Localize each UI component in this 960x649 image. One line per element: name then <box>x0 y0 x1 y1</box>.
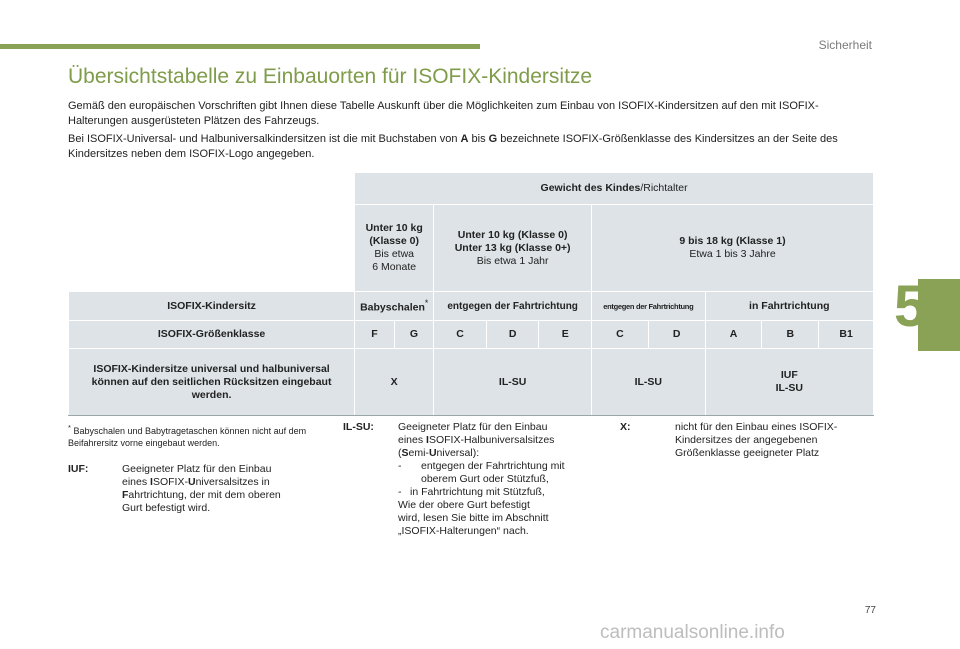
weight-header-row <box>69 173 874 205</box>
intro-paragraph-1: Gemäß den europäischen Vorschriften gibt Ihnen diese Tabelle Auskunft über die Möglichkeiten zum Einbau von ISOFIX-Kindersitzen auf den mit ISOFIX-Halterungen ausgerüsteten Plätzen des Fahrzeugs. <box>68 100 819 127</box>
watermark: carmanualsonline.info <box>600 622 785 643</box>
seat-type-rearward-2: entgegen der Fahrtrichtung <box>592 292 706 321</box>
top-accent-bar <box>0 44 480 49</box>
page-title: Übersichtstabelle zu Einbauorten für ISOFIX-Kindersitze <box>68 65 593 88</box>
chapter-number: 5 <box>894 274 927 339</box>
size-class-cell: D <box>648 321 705 349</box>
seat-positions-row <box>69 349 874 416</box>
value-rearward-1: IL-SU <box>434 349 592 416</box>
value-forward: IUF IL-SU <box>705 349 873 416</box>
isofix-table <box>68 172 874 416</box>
bullet-item: - entgegen der Fahrtrichtung mit oberem Gurt oder Stützfuß, <box>398 460 565 485</box>
size-class-row <box>69 321 874 349</box>
value-rearward-2: IL-SU <box>592 349 706 416</box>
group-0: Unter 10 kg (Klasse 0) Bis etwa 6 Monate <box>355 205 434 292</box>
size-class-cell: A <box>705 321 762 349</box>
seat-type-babyschalen: Babyschalen* <box>355 292 434 321</box>
group-0-plus: Unter 10 kg (Klasse 0) Unter 13 kg (Klasse 0+) Bis etwa 1 Jahr <box>434 205 592 292</box>
footnote: * Babyschalen und Babytragetaschen können nicht auf dem Beifahrersitz vorne eingebaut werden. <box>68 423 307 448</box>
size-class-cell: D <box>486 321 539 349</box>
section-label: Sicherheit <box>818 38 872 52</box>
size-class-cell: B1 <box>819 321 874 349</box>
seat-type-forward: in Fahrtrichtung <box>705 292 873 321</box>
size-class-cell: B <box>762 321 819 349</box>
weight-header: Gewicht des Kindes/Richtalter <box>355 173 874 205</box>
group-1: 9 bis 18 kg (Klasse 1) Etwa 1 bis 3 Jahre <box>592 205 874 292</box>
bullet-item: - in Fahrtrichtung mit Stützfuß, <box>398 486 545 498</box>
value-babyschalen: X <box>355 349 434 416</box>
row-label-seat: ISOFIX-Kindersitz <box>69 292 355 321</box>
size-class-cell: C <box>592 321 649 349</box>
seat-type-rearward-1: entgegen der Fahrtrichtung <box>434 292 592 321</box>
page-number: 77 <box>864 605 876 616</box>
size-class-cell: G <box>394 321 434 349</box>
row-label-positions: ISOFIX-Kindersitze universal und halbuniversal können auf den seitlichen Rücksitzen eingebaut werden. <box>69 349 355 416</box>
row-label-size: ISOFIX-Größenklasse <box>69 321 355 349</box>
intro-paragraph-2: Bei ISOFIX-Universal- und Halbuniversalkindersitzen ist die mit Buchstaben von A bis G bezeichnete ISOFIX-Größenklasse des Kindersitzes an der Seite des Kindersitzes neben dem ISOFIX-Logo angegeben. <box>68 133 838 160</box>
seat-type-row <box>69 292 874 321</box>
size-class-cell: E <box>539 321 592 349</box>
size-class-cell: F <box>355 321 395 349</box>
size-class-cell: C <box>434 321 487 349</box>
weight-groups-row <box>69 205 874 292</box>
